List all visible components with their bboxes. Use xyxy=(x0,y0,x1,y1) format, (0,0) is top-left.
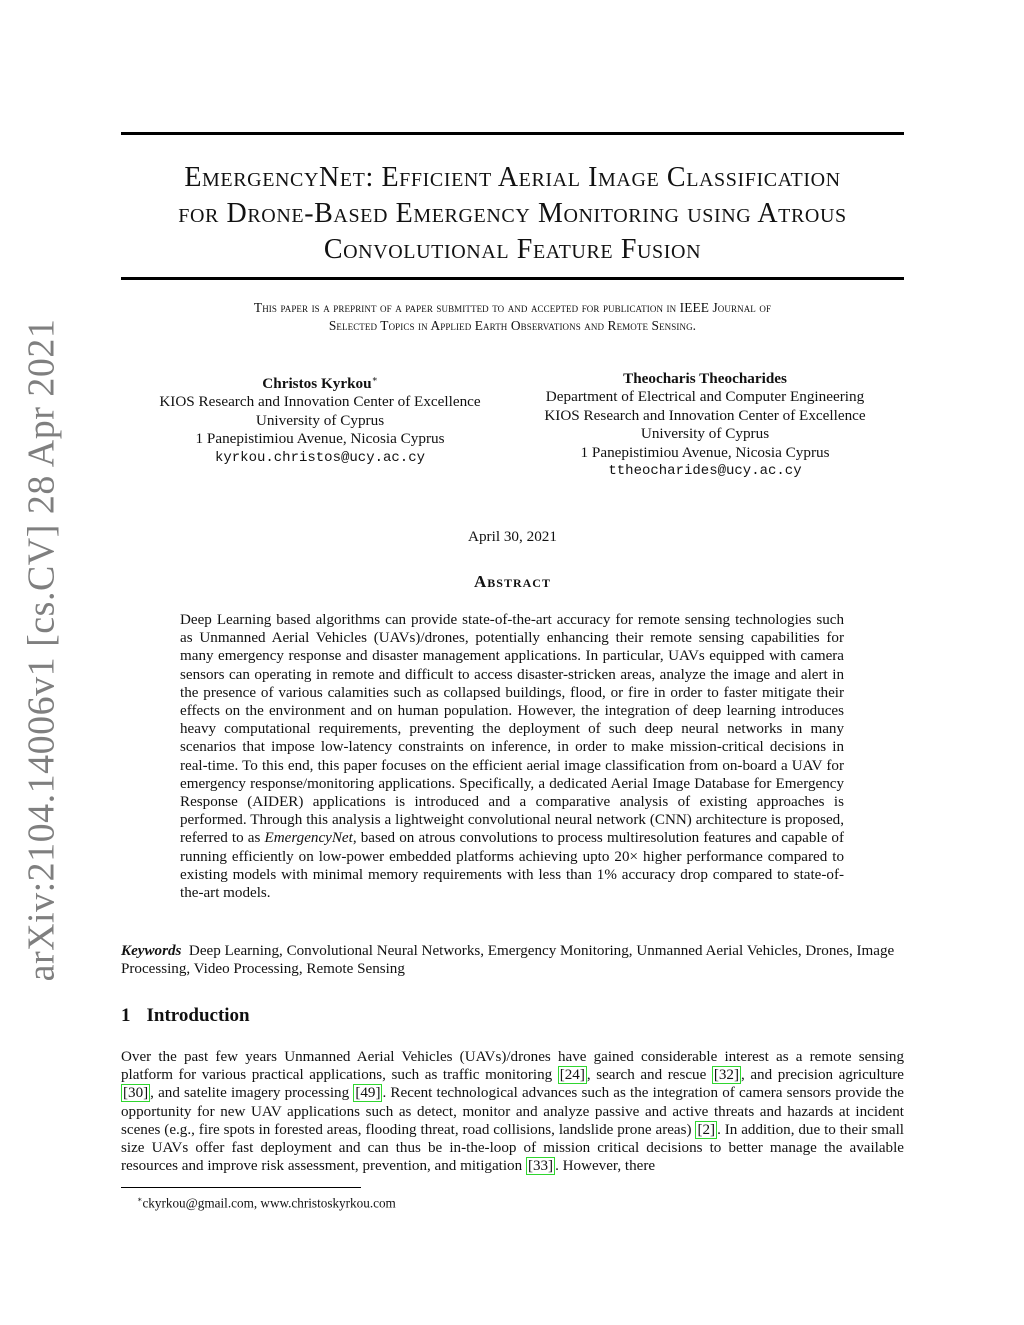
citation-link[interactable]: [49] xyxy=(355,1085,381,1102)
footnote-marker: ∗ xyxy=(137,1195,143,1204)
footnote-rule xyxy=(121,1187,361,1188)
author-affiliation: University of Cyprus xyxy=(640,425,770,443)
title-line-3: Convolutional Feature Fusion xyxy=(323,234,702,265)
intro-text: , and satelite imagery processing xyxy=(150,1085,354,1102)
intro-text: , search and rescue xyxy=(586,1067,712,1084)
section-title: Introduction xyxy=(146,1005,250,1026)
author-affiliation: 1 Panepistimiou Avenue, Nicosia Cyprus xyxy=(195,430,445,448)
author-affiliation: Department of Electrical and Computer Engineering xyxy=(545,388,865,406)
citation-link[interactable]: [30] xyxy=(123,1085,149,1102)
intro-text: . However, there xyxy=(555,1158,656,1175)
arxiv-stamp-text: arXiv:2104.14006v1 [cs.CV] 28 Apr 2021 xyxy=(20,318,62,982)
preprint-note xyxy=(116,299,909,335)
title-line-2: for Drone-Based Emergency Monitoring using Atrous xyxy=(178,198,847,229)
section-heading xyxy=(121,1005,250,1027)
abstract-emphasis: EmergencyNet xyxy=(264,830,353,847)
abstract-text: , based on atrous convolutions to process multiresolution features and capable of running efficiently on low-power embedded platforms achieving upto 20× higher performance compared to existing models with minimal memory requirements with less than 1% accuracy drop compared to state-of-the-art models. xyxy=(180,830,844,902)
citation-link[interactable]: [2] xyxy=(697,1121,716,1138)
author-email[interactable]: kyrkou.christos@ucy.ac.cy xyxy=(214,449,426,466)
footnote-text: ckyrkou@gmail.com, www.christoskyrkou.com xyxy=(142,1195,396,1211)
author-block-2 xyxy=(515,370,895,480)
citation-link[interactable]: [24] xyxy=(559,1067,585,1084)
citation-link[interactable]: [33] xyxy=(527,1158,554,1175)
intro-text: Over the past few years Unmanned Aerial Vehicles (UAVs)/drones have gained considerable interest as a remote sensing platform for various practical applications, such as traffic monitoring xyxy=(121,1049,904,1084)
paper-date: April 30, 2021 xyxy=(467,528,557,545)
author-name: Theocharis Theocharides xyxy=(623,370,787,387)
author-affiliation: University of Cyprus xyxy=(255,411,385,429)
intro-paragraph xyxy=(121,1048,904,1175)
footnote xyxy=(137,1192,396,1211)
footnote-marker: ∗ xyxy=(371,374,378,384)
section-number: 1 xyxy=(121,1005,131,1026)
keywords xyxy=(121,942,904,978)
author-block-1 xyxy=(130,370,510,467)
author-affiliation: KIOS Research and Innovation Center of Excellence xyxy=(159,393,481,411)
intro-text: . Recent technological advances such as the integration of camera sensors provide the opportunity for new UAV applications such as detect, monitor and analyze passive and active threats and hazards at incident scenes (e.g., fire spots in forested areas, flooding threat, road collisions, landslide prone areas) xyxy=(121,1085,904,1138)
preprint-note-line-2: Selected Topics in Applied Earth Observations and Remote Sensing. xyxy=(328,318,697,333)
title-bottom-rule xyxy=(121,277,904,280)
abstract-body xyxy=(180,611,844,902)
intro-text: , and precision agriculture xyxy=(741,1067,904,1084)
author-affiliation: 1 Panepistimiou Avenue, Nicosia Cyprus xyxy=(580,443,830,461)
author-email[interactable]: ttheocharides@ucy.ac.cy xyxy=(608,463,802,480)
keywords-text: Deep Learning, Convolutional Neural Networks, Emergency Monitoring, Unmanned Aerial Vehicles, Drones, Image Processing, Video Processing, Remote Sensing xyxy=(121,943,895,978)
citation-link[interactable]: [32] xyxy=(713,1067,739,1084)
abstract-text: Deep Learning based algorithms can provide state-of-the-art accuracy for remote sensing technologies such as Unmanned Aerial Vehicles (UAVs)/drones, potentially enhancing their remote sensing capabilities for many emergency response and disaster management applications. In particular, UAVs equipped with camera sensors can operating in remote and difficult to access disaster-stricken areas, analyze the image and alert in the presence of various calamities such as collapsed buildings, flood, or fire in order to faster mitigate their effects on the environment and on human population. However, the integration of deep learning introduces heavy computational requirements, preventing the deployment of such deep neural networks in many scenarios that impose low-latency constraints on inference, in order to make mission-critical decisions in real-time. To this end, this paper focuses on the efficient aerial image classification from on-board a UAV for emergency response/monitoring applications. Specifically, a dedicated Aerial Image Database for Emergency Response (AIDER) applications is introduced and a comparative analysis of existing approaches is performed. Through this analysis a lightweight convolutional neural network (CNN) architecture is proposed, referred to as xyxy=(180,612,844,847)
title-top-rule xyxy=(121,132,904,135)
preprint-note-line-1: This paper is a preprint of a paper submitted to and accepted for publication in IEEE Journal of xyxy=(253,300,772,315)
intro-text: . In addition, due to their small size UAVs offer fast deployment and can thus be in-the-loop of mission critical decisions to better manage the available resources and improve risk assessment, prevention, and mitigation xyxy=(121,1121,905,1175)
author-affiliation: KIOS Research and Innovation Center of Excellence xyxy=(544,406,866,424)
abstract-heading: Abstract xyxy=(474,572,551,591)
paper-title xyxy=(121,160,904,268)
keywords-label: Keywords xyxy=(121,943,182,959)
title-line-1: EmergencyNet: Efficient Aerial Image Classification xyxy=(184,162,841,193)
author-name: Christos Kyrkou xyxy=(262,375,372,393)
arxiv-stamp xyxy=(14,318,68,982)
